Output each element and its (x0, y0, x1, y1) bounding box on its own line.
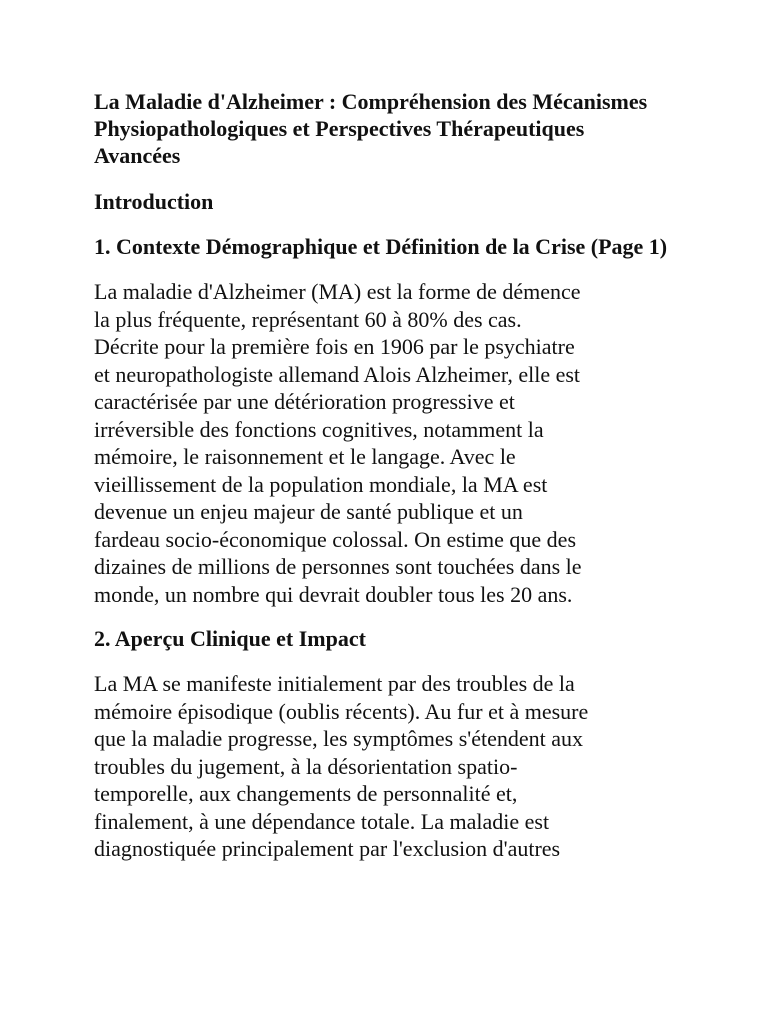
paragraph-line: mémoire épisodique (oublis récents). Au fur et à mesure (94, 698, 589, 724)
paragraph-line: la plus fréquente, représentant 60 à 80% des cas. (94, 306, 522, 332)
section-1-heading: 1. Contexte Démographique et Définition de la Crise (Page 1) (94, 234, 668, 259)
paragraph-line: devenue un enjeu majeur de santé publique et un (94, 499, 523, 524)
section-2-heading: 2. Aperçu Clinique et Impact (94, 626, 366, 651)
paragraph-line: troubles du jugement, à la désorientation spatio- (94, 753, 518, 779)
section-1-paragraph (94, 278, 674, 608)
paragraph-line: temporelle, aux changements de personnalité et, (94, 781, 518, 806)
paragraph-line: et neuropathologiste allemand Alois Alzheimer, elle est (94, 361, 581, 387)
paragraph-line: caractérisée par une détérioration progressive et (94, 389, 515, 414)
paragraph-line: mémoire, le raisonnement et le langage. Avec le (94, 444, 516, 469)
paragraph-line: dizaines de millions de personnes sont touchées dans le (94, 554, 582, 579)
paragraph-line: Décrite pour la première fois en 1906 par le psychiatre (94, 334, 575, 359)
section-2-paragraph (94, 670, 674, 863)
introduction-heading: Introduction (94, 189, 214, 214)
paragraph-line: que la maladie progresse, les symptômes s'étendent aux (94, 726, 584, 751)
paragraph-line: fardeau socio-économique colossal. On estime que des (94, 526, 577, 552)
paragraph-line: vieillissement de la population mondiale, la MA est (94, 471, 548, 497)
paragraph-line: finalement, à une dépendance totale. La maladie est (94, 808, 550, 834)
document-title: La Maladie d'Alzheimer : Compréhension des Mécanismes Physiopathologiques et Perspectives Thérapeutiques Avancées (94, 89, 648, 168)
paragraph-line: monde, un nombre qui devrait doubler tous les 20 ans. (94, 581, 573, 607)
paragraph-line: La maladie d'Alzheimer (MA) est la forme de démence (94, 279, 581, 304)
paragraph-line: irréversible des fonctions cognitives, notamment la (94, 416, 544, 442)
paragraph-line: La MA se manifeste initialement par des troubles de la (94, 671, 575, 696)
paragraph-line: diagnostiquée principalement par l'exclusion d'autres (94, 836, 561, 861)
